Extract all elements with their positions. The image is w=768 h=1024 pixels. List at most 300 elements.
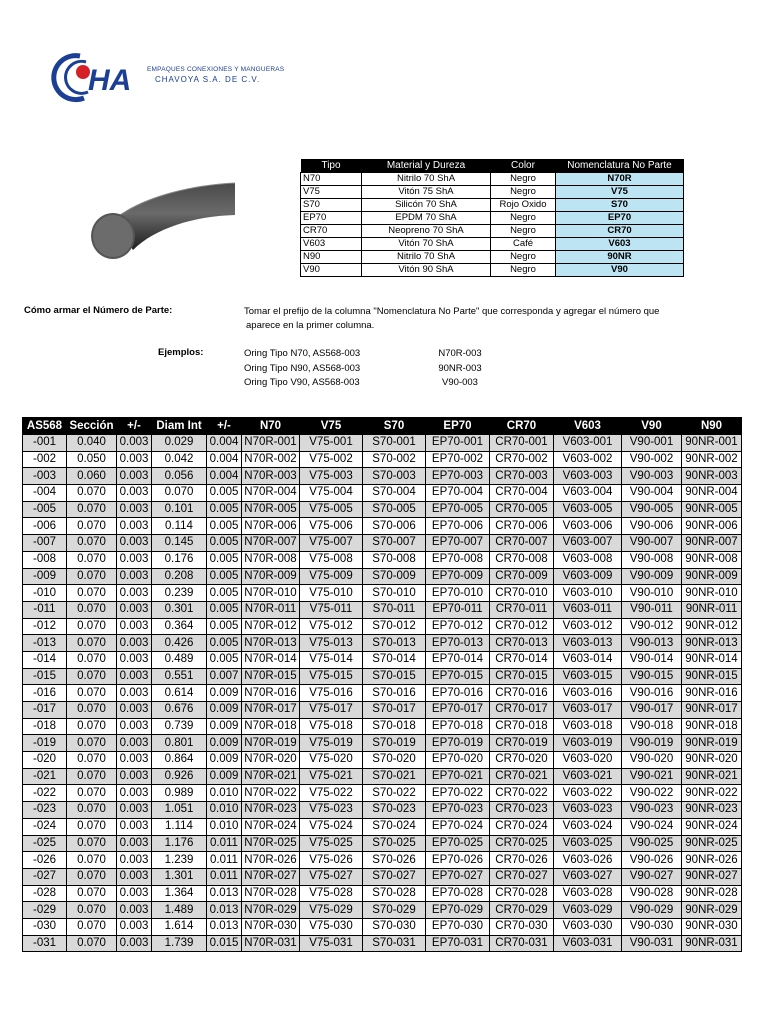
parts-cell: CR70-006 (490, 518, 554, 535)
parts-cell: S70-005 (363, 501, 426, 518)
materials-header: Tipo (301, 159, 362, 173)
material-code-cell: V90 (556, 264, 684, 277)
parts-cell: 90NR-006 (682, 518, 742, 535)
material-hardness-cell: EPDM 70 ShA (362, 212, 491, 225)
parts-cell: V603-004 (554, 485, 622, 502)
parts-cell: -006 (23, 518, 67, 535)
parts-cell: N70R-014 (242, 651, 300, 668)
parts-cell: V603-031 (554, 935, 622, 952)
parts-cell: 0.003 (117, 568, 152, 585)
parts-column-header: N90 (682, 418, 742, 435)
parts-cell: 0.029 (152, 435, 207, 452)
parts-cell: 90NR-009 (682, 568, 742, 585)
parts-cell: V603-010 (554, 585, 622, 602)
parts-cell: CR70-020 (490, 752, 554, 769)
parts-row (23, 835, 742, 852)
parts-cell: N70R-010 (242, 585, 300, 602)
material-code-cell: N70R (556, 173, 684, 186)
parts-cell: N70R-030 (242, 918, 300, 935)
parts-cell: V90-019 (622, 735, 682, 752)
parts-cell: N70R-012 (242, 618, 300, 635)
parts-cell: 0.005 (207, 485, 242, 502)
parts-cell: CR70-019 (490, 735, 554, 752)
parts-cell: 0.070 (67, 601, 117, 618)
parts-cell: V603-023 (554, 802, 622, 819)
parts-cell: 0.070 (67, 635, 117, 652)
parts-cell: EP70-031 (426, 935, 490, 952)
material-hardness-cell: Neopreno 70 ShA (362, 225, 491, 238)
examples-list (244, 347, 360, 391)
parts-cell: 90NR-020 (682, 752, 742, 769)
parts-cell: 1.051 (152, 802, 207, 819)
parts-cell: 90NR-014 (682, 651, 742, 668)
parts-cell: S70-015 (363, 668, 426, 685)
parts-cell: CR70-029 (490, 902, 554, 919)
parts-cell: 0.070 (67, 818, 117, 835)
parts-cell: V603-020 (554, 752, 622, 769)
parts-cell: 0.003 (117, 902, 152, 919)
parts-cell: 0.010 (207, 785, 242, 802)
parts-cell: V75-020 (300, 752, 363, 769)
parts-cell: S70-002 (363, 451, 426, 468)
parts-row (23, 685, 742, 702)
examples-results (420, 347, 500, 391)
parts-cell: 0.614 (152, 685, 207, 702)
parts-column-header: Diam Int (152, 418, 207, 435)
parts-cell: 0.003 (117, 635, 152, 652)
parts-cell: CR70-031 (490, 935, 554, 952)
parts-cell: V603-001 (554, 435, 622, 452)
parts-cell: 0.003 (117, 651, 152, 668)
parts-cell: 0.003 (117, 435, 152, 452)
parts-cell: -004 (23, 485, 67, 502)
parts-cell: -024 (23, 818, 67, 835)
parts-cell: 0.005 (207, 535, 242, 552)
parts-cell: V90-010 (622, 585, 682, 602)
parts-cell: 0.005 (207, 518, 242, 535)
material-color-cell: Rojo Oxido (491, 199, 556, 212)
parts-row (23, 735, 742, 752)
parts-cell: EP70-011 (426, 601, 490, 618)
parts-column-header: EP70 (426, 418, 490, 435)
parts-cell: N70R-025 (242, 835, 300, 852)
parts-cell: 0.011 (207, 868, 242, 885)
parts-cell: S70-031 (363, 935, 426, 952)
parts-cell: V75-007 (300, 535, 363, 552)
parts-cell: CR70-018 (490, 718, 554, 735)
materials-row (301, 238, 684, 251)
parts-cell: EP70-010 (426, 585, 490, 602)
parts-cell: V75-023 (300, 802, 363, 819)
parts-cell: V75-012 (300, 618, 363, 635)
parts-cell: V603-002 (554, 451, 622, 468)
parts-cell: 0.009 (207, 735, 242, 752)
parts-cell: S70-026 (363, 852, 426, 869)
parts-table (22, 417, 742, 952)
parts-cell: 0.739 (152, 718, 207, 735)
parts-cell: N70R-007 (242, 535, 300, 552)
parts-cell: 0.176 (152, 551, 207, 568)
materials-header: Color (491, 159, 556, 173)
parts-cell: S70-030 (363, 918, 426, 935)
parts-cell: EP70-009 (426, 568, 490, 585)
parts-cell: 0.003 (117, 451, 152, 468)
parts-cell: V90-024 (622, 818, 682, 835)
parts-cell: 0.301 (152, 601, 207, 618)
parts-cell: V603-011 (554, 601, 622, 618)
parts-cell: 0.003 (117, 918, 152, 935)
parts-cell: 0.010 (207, 818, 242, 835)
parts-cell: 1.114 (152, 818, 207, 835)
parts-cell: EP70-020 (426, 752, 490, 769)
parts-cell: V75-001 (300, 435, 363, 452)
parts-cell: EP70-014 (426, 651, 490, 668)
parts-cell: V90-022 (622, 785, 682, 802)
parts-cell: 90NR-025 (682, 835, 742, 852)
example-result: N70R-003 (438, 348, 482, 359)
parts-cell: 0.364 (152, 618, 207, 635)
material-color-cell: Negro (491, 225, 556, 238)
parts-column-header: V90 (622, 418, 682, 435)
parts-cell: -030 (23, 918, 67, 935)
parts-cell: 0.003 (117, 685, 152, 702)
parts-cell: S70-007 (363, 535, 426, 552)
parts-cell: -027 (23, 868, 67, 885)
instructions-label: Cómo armar el Número de Parte: (24, 305, 173, 316)
parts-cell: -013 (23, 635, 67, 652)
parts-cell: N70R-002 (242, 451, 300, 468)
parts-cell: 0.003 (117, 818, 152, 835)
parts-row (23, 802, 742, 819)
parts-cell: V75-017 (300, 702, 363, 719)
parts-cell: V75-019 (300, 735, 363, 752)
materials-table (300, 159, 684, 277)
parts-cell: 90NR-012 (682, 618, 742, 635)
parts-cell: V603-016 (554, 685, 622, 702)
parts-cell: 0.004 (207, 435, 242, 452)
parts-cell: S70-009 (363, 568, 426, 585)
parts-cell: S70-019 (363, 735, 426, 752)
parts-cell: -017 (23, 702, 67, 719)
parts-cell: -020 (23, 752, 67, 769)
parts-cell: V75-011 (300, 601, 363, 618)
parts-cell: V75-016 (300, 685, 363, 702)
parts-cell: 0.070 (67, 718, 117, 735)
parts-cell: -023 (23, 802, 67, 819)
parts-column-header: S70 (363, 418, 426, 435)
materials-row (301, 264, 684, 277)
parts-cell: V603-013 (554, 635, 622, 652)
parts-cell: V603-024 (554, 818, 622, 835)
parts-cell: 90NR-024 (682, 818, 742, 835)
parts-cell: V603-027 (554, 868, 622, 885)
parts-cell: 0.426 (152, 635, 207, 652)
parts-cell: 1.364 (152, 885, 207, 902)
parts-cell: 90NR-002 (682, 451, 742, 468)
parts-column-header: CR70 (490, 418, 554, 435)
parts-cell: S70-001 (363, 435, 426, 452)
parts-cell: V603-015 (554, 668, 622, 685)
parts-cell: N70R-006 (242, 518, 300, 535)
parts-cell: V75-015 (300, 668, 363, 685)
parts-cell: 90NR-031 (682, 935, 742, 952)
parts-cell: N70R-028 (242, 885, 300, 902)
parts-cell: N70R-021 (242, 768, 300, 785)
parts-cell: CR70-001 (490, 435, 554, 452)
parts-cell: -022 (23, 785, 67, 802)
materials-row (301, 251, 684, 264)
parts-cell: -003 (23, 468, 67, 485)
parts-cell: S70-006 (363, 518, 426, 535)
parts-cell: N70R-018 (242, 718, 300, 735)
parts-cell: 0.101 (152, 501, 207, 518)
parts-cell: 0.005 (207, 635, 242, 652)
parts-cell: CR70-015 (490, 668, 554, 685)
parts-cell: V75-008 (300, 551, 363, 568)
parts-row (23, 585, 742, 602)
parts-cell: V603-026 (554, 852, 622, 869)
parts-cell: V603-028 (554, 885, 622, 902)
parts-cell: V90-007 (622, 535, 682, 552)
parts-cell: V90-018 (622, 718, 682, 735)
parts-cell: 0.070 (67, 935, 117, 952)
parts-cell: 0.007 (207, 668, 242, 685)
parts-cell: V603-012 (554, 618, 622, 635)
parts-cell: V603-018 (554, 718, 622, 735)
parts-cell: EP70-026 (426, 852, 490, 869)
oring-illustration (85, 180, 235, 270)
parts-cell: 90NR-001 (682, 435, 742, 452)
parts-row (23, 568, 742, 585)
parts-cell: V90-002 (622, 451, 682, 468)
parts-cell: V90-020 (622, 752, 682, 769)
parts-cell: 90NR-005 (682, 501, 742, 518)
materials-header: Material y Dureza (362, 159, 491, 173)
parts-cell: 0.208 (152, 568, 207, 585)
parts-column-header: +/- (207, 418, 242, 435)
example-result: 90NR-003 (438, 362, 482, 374)
materials-row (301, 212, 684, 225)
parts-cell: 0.070 (67, 902, 117, 919)
parts-cell: V90-030 (622, 918, 682, 935)
parts-cell: 0.003 (117, 852, 152, 869)
parts-cell: EP70-019 (426, 735, 490, 752)
parts-row (23, 852, 742, 869)
parts-cell: -009 (23, 568, 67, 585)
parts-cell: 0.070 (67, 535, 117, 552)
parts-cell: -010 (23, 585, 67, 602)
parts-cell: -005 (23, 501, 67, 518)
logo-mark-icon (50, 48, 160, 108)
parts-cell: S70-008 (363, 551, 426, 568)
parts-cell: EP70-016 (426, 685, 490, 702)
parts-cell: CR70-007 (490, 535, 554, 552)
instructions-text (244, 305, 714, 333)
parts-cell: EP70-005 (426, 501, 490, 518)
parts-cell: 0.009 (207, 702, 242, 719)
parts-cell: V90-003 (622, 468, 682, 485)
parts-cell: CR70-003 (490, 468, 554, 485)
parts-cell: -002 (23, 451, 67, 468)
parts-cell: 0.003 (117, 868, 152, 885)
parts-cell: V90-031 (622, 935, 682, 952)
parts-cell: 0.070 (152, 485, 207, 502)
parts-row (23, 501, 742, 518)
parts-cell: V90-021 (622, 768, 682, 785)
parts-cell: N70R-003 (242, 468, 300, 485)
parts-cell: EP70-021 (426, 768, 490, 785)
parts-cell: S70-004 (363, 485, 426, 502)
parts-cell: -029 (23, 902, 67, 919)
parts-cell: 0.003 (117, 785, 152, 802)
parts-cell: 0.003 (117, 551, 152, 568)
parts-row (23, 651, 742, 668)
material-code-cell: V75 (556, 186, 684, 199)
example-input: Oring Tipo N90, AS568-003 (244, 362, 361, 374)
material-type-cell: V90 (301, 264, 362, 277)
parts-cell: V75-026 (300, 852, 363, 869)
parts-cell: EP70-008 (426, 551, 490, 568)
parts-cell: V90-014 (622, 651, 682, 668)
parts-cell: 0.005 (207, 501, 242, 518)
parts-cell: V603-021 (554, 768, 622, 785)
parts-cell: CR70-010 (490, 585, 554, 602)
material-type-cell: EP70 (301, 212, 362, 225)
parts-cell: N70R-026 (242, 852, 300, 869)
parts-cell: 0.070 (67, 551, 117, 568)
parts-cell: V90-026 (622, 852, 682, 869)
parts-cell: V75-027 (300, 868, 363, 885)
parts-cell: 0.003 (117, 752, 152, 769)
parts-cell: 1.301 (152, 868, 207, 885)
parts-cell: 90NR-029 (682, 902, 742, 919)
parts-cell: 0.003 (117, 535, 152, 552)
parts-cell: 0.042 (152, 451, 207, 468)
parts-cell: S70-013 (363, 635, 426, 652)
parts-cell: -007 (23, 535, 67, 552)
parts-cell: EP70-013 (426, 635, 490, 652)
materials-row (301, 225, 684, 238)
parts-cell: 90NR-018 (682, 718, 742, 735)
parts-cell: S70-021 (363, 768, 426, 785)
parts-cell: 0.926 (152, 768, 207, 785)
parts-cell: V75-025 (300, 835, 363, 852)
parts-row (23, 768, 742, 785)
parts-cell: -014 (23, 651, 67, 668)
materials-row (301, 173, 684, 186)
parts-cell: S70-016 (363, 685, 426, 702)
parts-cell: N70R-011 (242, 601, 300, 618)
parts-cell: -018 (23, 718, 67, 735)
parts-cell: 0.005 (207, 585, 242, 602)
parts-cell: V603-009 (554, 568, 622, 585)
parts-cell: V90-027 (622, 868, 682, 885)
parts-cell: 0.070 (67, 868, 117, 885)
parts-cell: 0.070 (67, 685, 117, 702)
parts-cell: 0.003 (117, 585, 152, 602)
instructions-line: aparece en la primer columna. (246, 320, 375, 331)
parts-column-header: V75 (300, 418, 363, 435)
parts-cell: CR70-028 (490, 885, 554, 902)
parts-row (23, 718, 742, 735)
material-hardness-cell: Silicón 70 ShA (362, 199, 491, 212)
material-code-cell: 90NR (556, 251, 684, 264)
parts-cell: V75-030 (300, 918, 363, 935)
parts-row (23, 785, 742, 802)
parts-cell: V603-022 (554, 785, 622, 802)
parts-cell: 0.070 (67, 885, 117, 902)
parts-cell: 0.989 (152, 785, 207, 802)
parts-cell: 1.239 (152, 852, 207, 869)
parts-cell: S70-023 (363, 802, 426, 819)
parts-row (23, 435, 742, 452)
parts-cell: 1.614 (152, 918, 207, 935)
parts-cell: V90-009 (622, 568, 682, 585)
logo-company-name: CHAVOYA S.A. DE C.V. (155, 75, 261, 84)
parts-cell: V90-001 (622, 435, 682, 452)
parts-cell: EP70-024 (426, 818, 490, 835)
parts-cell: 0.070 (67, 651, 117, 668)
parts-cell: S70-011 (363, 601, 426, 618)
parts-cell: V90-015 (622, 668, 682, 685)
parts-cell: CR70-004 (490, 485, 554, 502)
example-input: Oring Tipo N70, AS568-003 (244, 348, 361, 359)
parts-cell: S70-010 (363, 585, 426, 602)
examples-label: Ejemplos: (158, 347, 204, 358)
parts-cell: CR70-008 (490, 551, 554, 568)
parts-cell: N70R-020 (242, 752, 300, 769)
parts-cell: V75-028 (300, 885, 363, 902)
parts-row (23, 468, 742, 485)
parts-cell: V90-006 (622, 518, 682, 535)
parts-cell: 0.009 (207, 685, 242, 702)
parts-cell: 90NR-023 (682, 802, 742, 819)
parts-cell: EP70-015 (426, 668, 490, 685)
material-hardness-cell: Vitón 70 ShA (362, 238, 491, 251)
parts-column-header: AS568 (23, 418, 67, 435)
parts-cell: -016 (23, 685, 67, 702)
parts-cell: V603-005 (554, 501, 622, 518)
parts-cell: -021 (23, 768, 67, 785)
material-code-cell: S70 (556, 199, 684, 212)
parts-cell: 90NR-027 (682, 868, 742, 885)
parts-cell: CR70-022 (490, 785, 554, 802)
parts-cell: N70R-005 (242, 501, 300, 518)
parts-cell: 0.070 (67, 785, 117, 802)
parts-row (23, 868, 742, 885)
parts-cell: EP70-002 (426, 451, 490, 468)
parts-cell: V75-009 (300, 568, 363, 585)
parts-cell: 0.015 (207, 935, 242, 952)
parts-cell: V75-031 (300, 935, 363, 952)
parts-cell: S70-017 (363, 702, 426, 719)
parts-cell: V75-004 (300, 485, 363, 502)
parts-cell: 0.003 (117, 835, 152, 852)
parts-cell: -031 (23, 935, 67, 952)
parts-row (23, 485, 742, 502)
parts-cell: V90-011 (622, 601, 682, 618)
material-type-cell: N90 (301, 251, 362, 264)
parts-cell: 90NR-022 (682, 785, 742, 802)
parts-cell: 0.070 (67, 752, 117, 769)
parts-row (23, 885, 742, 902)
parts-cell: V603-008 (554, 551, 622, 568)
parts-cell: 0.070 (67, 918, 117, 935)
parts-cell: V90-013 (622, 635, 682, 652)
parts-cell: N70R-024 (242, 818, 300, 835)
parts-cell: V603-007 (554, 535, 622, 552)
material-color-cell: Café (491, 238, 556, 251)
